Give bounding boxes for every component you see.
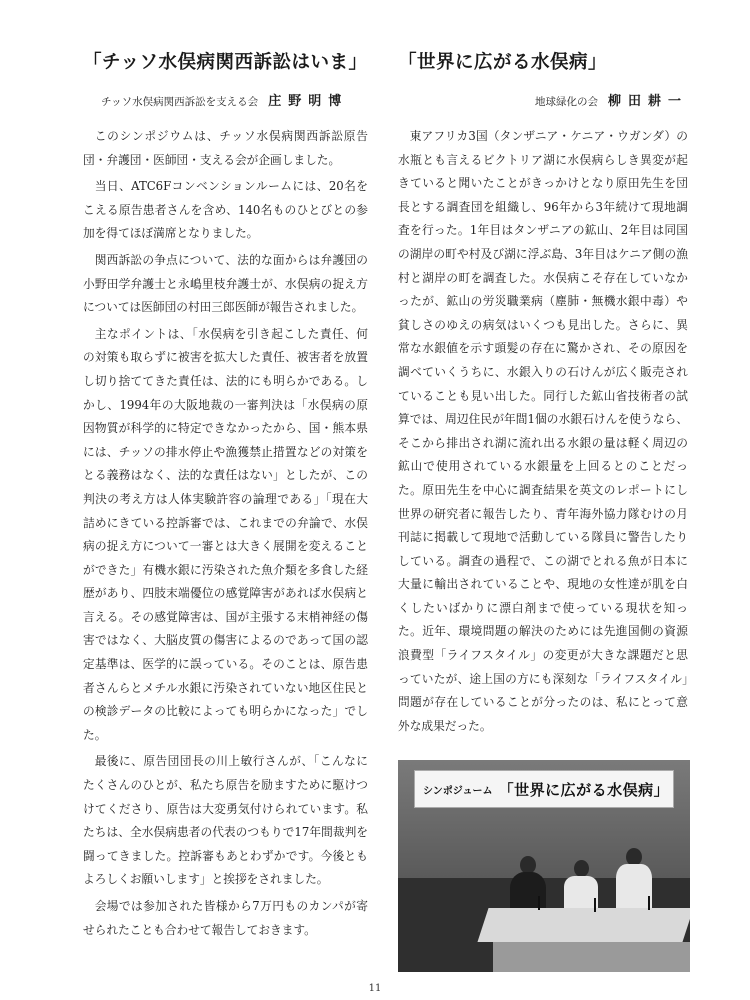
right-article-title: 「世界に広がる水俣病」 [398,52,608,73]
right-article-body [398,125,688,738]
page-number: 11 [368,983,382,994]
panel-table-front [493,942,690,972]
right-paragraph: 東アフリカ3国（タンザニア・ケニア・ウガンダ）の水瓶とも言えるビクトリア湖に水俣病らしき異変が起きていると聞いたことがきっかけとなり原田先生を団長とする調査団を組織し、96年から3年続けて現地調査を行った。1年目はタンザニアの鉱山、2年目は同国の湖岸の町や村及び湖に浮ぶ島、3年目はケニア側の漁村と湖岸の町を調査した。水俣病こそ存在していなかったが、鉱山の労災職業病（塵肺・無機水銀中毒）や貧しさのゆえの病気はいくつも見出した。さらに、異常な水銀値を示す頭髪の存在に驚かされ、その原因を調べていくうちに、水銀入りの石けんが広く販売されていることも見い出した。同行した鉱山省技術者の試算では、周辺住民が年間1個の水銀石けんを使うなら、そこから排出され湖に流れ出る水銀の量は軽く周辺の鉱山で使用されている水銀量を上回るとのことだった。原田先生を中心に調査結果を英文のレポートにし世界の研究者に報告したり、青年海外協力隊むけの月刊誌に掲載して現地で活動している隊員に警告したりしている。調査の過程で、この湖でとれる魚が日本に大量に輸出されていることや、現地の女性達が肌を白くしたいばかりに漂白剤まで使っている現状を知った。近年、環境問題の解決のためには先進国側の資源浪費型「ライフスタイル」の変更が大きな課題だと思っていたが、途上国の方にも深刻な「ライフスタイル」問題が存在していることが分ったのは、私にとって意外な成果だった。 [398,129,688,733]
right-byline-org: 地球緑化の会 [534,96,598,108]
left-paragraph: 会場では参加された皆様から7万円ものカンパが寄せられたことも合わせて報告しておきます。 [83,899,368,937]
microphone-icon [648,896,650,910]
left-paragraph: 最後に、原告団団長の川上敏行さんが、「こんなにたくさんのひとが、私たち原告を励ますために駆けつけてくださり、原告は大変勇気付けられています。私たちは、全水俣病患者の代表のつもりで17年間裁判を闘ってきました。控訴審もあとわずかです。今後ともよろしくお願いします」と挨拶をされました。 [83,754,368,887]
left-article-body [83,125,368,942]
left-article-title: 「チッソ水俣病関西訴訟はいま」 [83,52,368,73]
symposium-photo [398,760,690,972]
photo-banner [414,770,674,808]
panelist [510,872,546,912]
right-article-byline [398,90,688,109]
panel-table [477,908,690,942]
right-byline-name: 柳田耕一 [607,94,688,109]
panelist-head [574,860,589,877]
banner-small-text: シンポジューム [423,785,493,797]
left-byline-name: 庄野明博 [268,94,349,109]
left-paragraph: 関西訴訟の争点について、法的な面からは弁護団の小野田学弁護士と永嶋里枝弁護士が、水俣病の捉え方については医師団の村田三郎医師が報告されました。 [83,252,368,315]
microphone-icon [594,898,596,912]
left-paragraph: このシンポジウムは、チッソ水俣病関西訴訟原告団・弁護団・医師団・支える会が企画しました。 [83,129,368,167]
panelist [564,876,598,912]
banner-large-text: 「世界に広がる水俣病」 [498,780,670,799]
left-paragraph: 当日、ATC6Fコンベンションルームには、20名をこえる原告患者さんを含め、140名ものひとびとの参加を得てほぼ満席となりました。 [83,179,368,241]
panelist [616,864,652,910]
microphone-icon [538,896,540,910]
left-byline-org: チッソ水俣病関西訴訟を支える会 [101,96,259,108]
right-article [398,48,688,741]
left-article [83,48,368,945]
left-paragraph: 主なポイントは、「水俣病を引き起こした責任、何の対策も取らずに被害を拡大した責任、被害者を放置し切り捨ててきた責任は、法的にも明らかである。しかし、1994年の大阪地裁の一審判決は「水俣病の原因物質が科学的に特定できなかったから、国・熊本県には、チッソの排水停止や漁獲禁止措置などの対策をとる義務はなく、法的な責任はない」としたが、この判決の考え方は人体実験許容の論理である」「現在大詰めにきている控訴審では、これまでの弁論で、水俣病の捉え方について一審とは大きく展開を変えることができた」有機水銀に汚染された魚介類を多食した経歴があり、四肢末端優位の感覚障害があれば水俣病と言える。その感覚障害は、国が主張する末梢神経の傷害ではなく、大脳皮質の傷害によるのであって国の認定基準は、医学的に誤っている。そのことは、原告患者さんらとメチル水銀に汚染されていない地区住民との検診データの比較によっても明らかになった」でした。 [83,326,368,742]
left-article-byline [83,90,368,109]
